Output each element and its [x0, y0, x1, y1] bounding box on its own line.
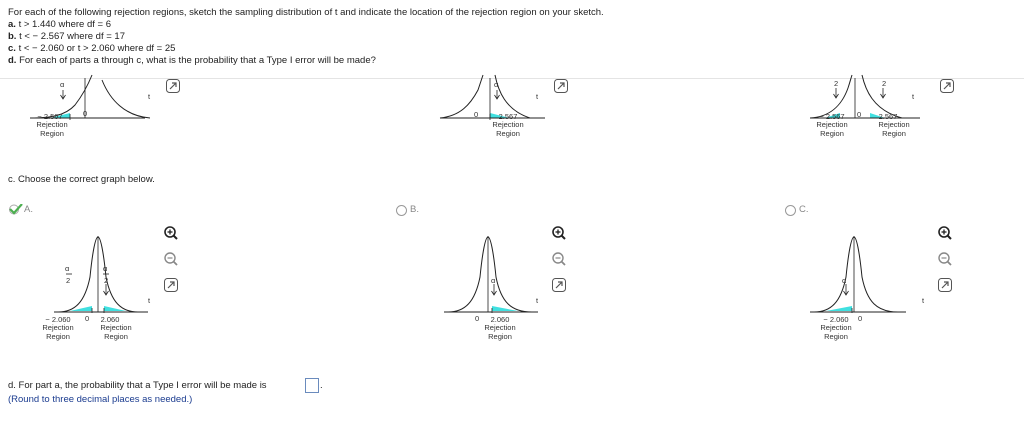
part-c-text: c. t < − 2.060 or t > 2.060 where df = 25	[8, 43, 176, 54]
option-c-label[interactable]: C.	[799, 204, 809, 215]
zero-tick: 0	[857, 110, 862, 119]
zoom-out-icon[interactable]	[552, 252, 566, 266]
top-graph-left-tail	[30, 80, 180, 150]
alpha-label: 2	[882, 79, 887, 88]
alpha-label: α	[103, 264, 108, 273]
zero-tick: 0	[83, 109, 88, 118]
option-c-radio[interactable]	[785, 205, 796, 216]
t-axis-label: t	[922, 296, 925, 305]
part-d-text: d. For each of parts a through c, what is the probability that a Type I error will be made?	[8, 55, 376, 66]
answer-input[interactable]	[305, 378, 319, 393]
zero-tick: 0	[475, 314, 480, 323]
rejection-region-label: Rejection Region	[100, 323, 132, 341]
divider	[0, 78, 1024, 79]
zero-tick: 0	[474, 110, 479, 119]
part-b-text: b. t < − 2.567 where df = 17	[8, 31, 125, 42]
expand-icon[interactable]	[166, 79, 180, 93]
zoom-out-icon[interactable]	[938, 252, 952, 266]
rejection-region-label: Rejection Region	[484, 323, 516, 341]
alpha-denominator: 2	[66, 276, 71, 285]
rejection-region-label: Rejection Region	[820, 323, 852, 341]
tick-label-right: 2.567	[878, 112, 898, 121]
expand-icon[interactable]	[938, 278, 952, 292]
option-a-graph	[30, 232, 170, 352]
alpha-label: α	[491, 276, 496, 285]
tick-label-left: − 2.567	[819, 112, 845, 121]
t-axis-label: t	[536, 296, 539, 305]
t-axis-label: t	[912, 92, 915, 101]
zoom-in-icon[interactable]	[938, 226, 952, 240]
option-b-radio[interactable]	[396, 205, 407, 216]
rounding-hint: (Round to three decimal places as needed.)	[8, 394, 193, 405]
zoom-in-icon[interactable]	[552, 226, 566, 240]
expand-icon[interactable]	[552, 278, 566, 292]
part-c-prompt: c. Choose the correct graph below.	[8, 174, 155, 185]
expand-icon[interactable]	[940, 79, 954, 93]
t-axis-label: t	[148, 92, 151, 101]
option-c-graph	[810, 232, 950, 352]
option-a-label[interactable]: A.	[24, 204, 33, 215]
tick-label-left: − 2.567	[37, 112, 63, 121]
part-d-prompt: d. For part a, the probability that a Type I error will be made is	[8, 380, 267, 391]
period: .	[320, 380, 323, 391]
t-axis-label: t	[536, 92, 539, 101]
top-graph-two-tail	[810, 80, 960, 150]
zoom-in-icon[interactable]	[164, 226, 178, 240]
alpha-label: α	[494, 80, 499, 89]
expand-icon[interactable]	[554, 79, 568, 93]
rejection-region-label: Rejection Region	[36, 120, 68, 138]
tick-label-left: − 2.060	[45, 315, 71, 324]
rejection-region-label: Rejection Region	[492, 120, 524, 138]
tick-label-right: 2.567	[498, 112, 518, 121]
t-axis-label: t	[148, 296, 151, 305]
alpha-label: 2	[834, 79, 839, 88]
rejection-region-label: Rejection Region	[878, 120, 910, 138]
alpha-denominator: 2	[104, 276, 109, 285]
expand-icon[interactable]	[164, 278, 178, 292]
option-b-graph	[440, 232, 580, 352]
tick-label-right: 2.060	[100, 315, 120, 324]
tick-label-right: 2.060	[490, 315, 510, 324]
part-a-text: a. t > 1.440 where df = 6	[8, 19, 112, 30]
option-b-label[interactable]: B.	[410, 204, 419, 215]
rejection-region-label: Rejection Region	[816, 120, 848, 138]
question-intro: For each of the following rejection regions, sketch the sampling distribution of t and indicate the location of the rejection region on your sketch.	[8, 7, 604, 18]
rejection-region-label: Rejection Region	[42, 323, 74, 341]
alpha-label: α	[842, 276, 847, 285]
zero-tick: 0	[858, 314, 863, 323]
alpha-label: α	[65, 264, 70, 273]
zero-tick: 0	[85, 314, 90, 323]
alpha-label: α	[60, 80, 65, 89]
checkmark-icon	[8, 204, 24, 215]
tick-label-left: − 2.060	[823, 315, 849, 324]
zoom-out-icon[interactable]	[164, 252, 178, 266]
